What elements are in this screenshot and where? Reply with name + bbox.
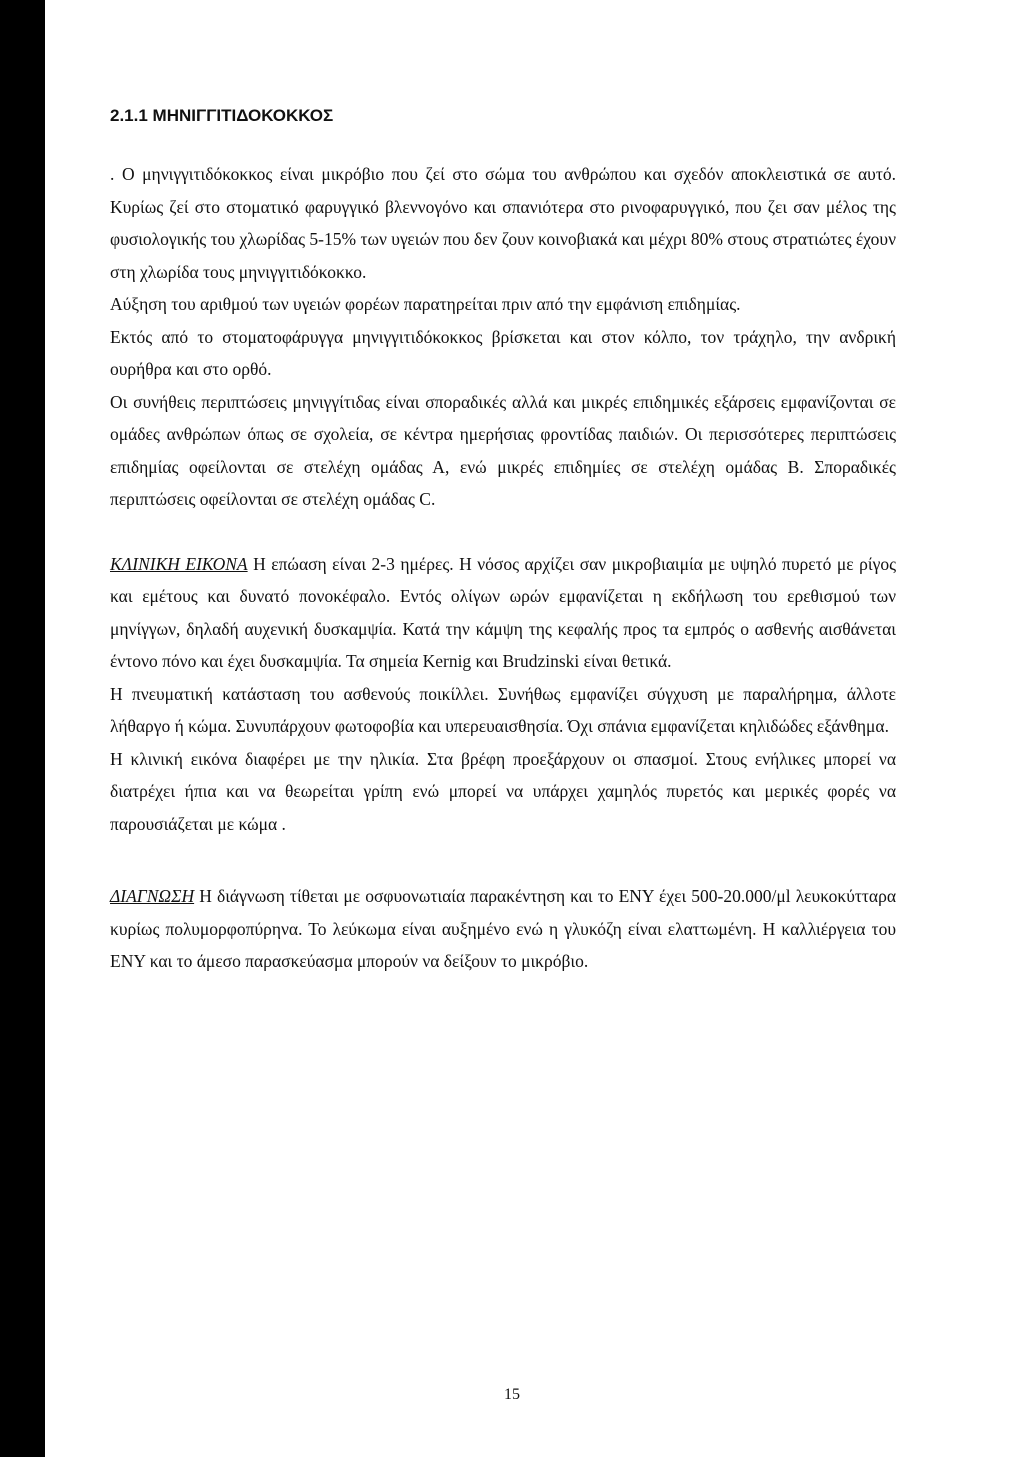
spacer [110,516,896,548]
paragraph: Οι συνήθεις περιπτώσεις μηνιγγίτιδας είναι σποραδικές αλλά και μικρές επιδημικές εξάρσεις εμφανίζονται σε ομάδες ανθρώπων όπως σε σχολεία, σε κέντρα ημερήσιας φροντίδας παιδιών. Οι περισσότερες περιπτώσεις επιδημίας οφείλονται σε στελέχη ομάδας Α, ενώ μικρές επιδημίες σε στελέχη ομάδας Β. Σποραδικές περιπτώσεις οφείλονται σε στελέχη ομάδας C. [110,391,896,509]
paragraph: Η πνευματική κατάσταση του ασθενούς ποικίλλει. Συνήθως εμφανίζει σύγχυση με παραλήρημα, άλλοτε λήθαργο ή κώμα. Συνυπάρχουν φωτοφοβία και υπερευαισθησία. Όχι σπάνια εμφανίζεται κηλιδώδες εξάνθημα. [110,683,896,736]
paragraph: Αύξηση του αριθμού των υγειών φορέων παρατηρείται πριν από την εμφάνιση επιδημίας. [110,294,741,314]
section-heading: 2.1.1 ΜΗΝΙΓΓΙΤΙΔΟΚΟΚΚΟΣ [110,106,334,125]
document-body [110,96,896,978]
scan-edge-bar [42,0,45,1457]
paragraph-clinical [110,548,896,678]
scan-edge-bar [26,34,29,274]
paragraph-diagnosis [110,880,896,978]
diagnosis-label: ΔΙΑΓΝΩΣΗ [110,886,195,906]
paragraph: Εκτός από το στοματοφάρυγγα μηνιγγιτιδόκοκκος βρίσκεται και στον κόλπο, τον τράχηλο, την ανδρική ουρήθρα και στο ορθό. [110,326,896,379]
paragraph-text: Η επώαση είναι 2-3 ημέρες. Η νόσος αρχίζει σαν μικροβιαιμία με υψηλό πυρετό με ρίγος και εμέτους και δυνατό πονοκέφαλο. Εντός ολίγων ωρών εμφανίζεται η εκδήλωση του ερεθισμού των μηνίγγων, δηλαδή αυχενική δυσκαμψία. Κατά την κάμψη της κεφαλής προς τα εμπρός ο ασθενής αισθάνεται έντονο πόνο και έχει δυσκαμψία. Τα σημεία Kernig και Brudzinski είναι θετικά. [110,553,896,671]
clinical-picture-label: ΚΛΙΝΙΚΗ ΕΙΚΟΝΑ [110,553,248,574]
paragraph: . Ο μηνιγγιτιδόκοκκος είναι μικρόβιο που ζεί στο σώμα του ανθρώπου και σχεδόν αποκλειστικά σε αυτό. Κυρίως ζεί στο στοματικό φαρυγγικό βλεννογόνο και σπανιότερα στο ρινοφαρυγγικό, που ζει σαν μέλος της φυσιολογικής του χλωρίδας 5-15% των υγειών που δεν ζουν κοινοβιακά και μέχρι 80% στους στρατιώτες έχουν στη χλωρίδα τους μηνιγγιτιδόκοκκο. [110,164,896,282]
paragraph-text: Η διάγνωση τίθεται με οσφυονωτιαία παρακέντηση και το ΕΝΥ έχει 500-20.000/μl λευκοκύτταρα κυρίως πολυμορφοπύρηνα. Το λεύκωμα είναι αυξημένο ενώ η γλυκόζη είναι ελαττωμένη. Η καλλιέργεια του ΕΝΥ και το άμεσο παρασκεύασμα μπορούν να δείξουν το μικρόβιο. [110,886,896,971]
paragraph: Η κλινική εικόνα διαφέρει με την ηλικία. Στα βρέφη προεξάρχουν οι σπασμοί. Στους ενήλικες μπορεί να διατρέχει ήπια και να θεωρείται γρίπη ενώ μπορεί να υπάρχει χαμηλός πυρετός και μερικές φορές να παρουσιάζεται με κώμα . [110,748,896,834]
spacer [110,840,896,880]
page-number: 15 [504,1386,520,1403]
